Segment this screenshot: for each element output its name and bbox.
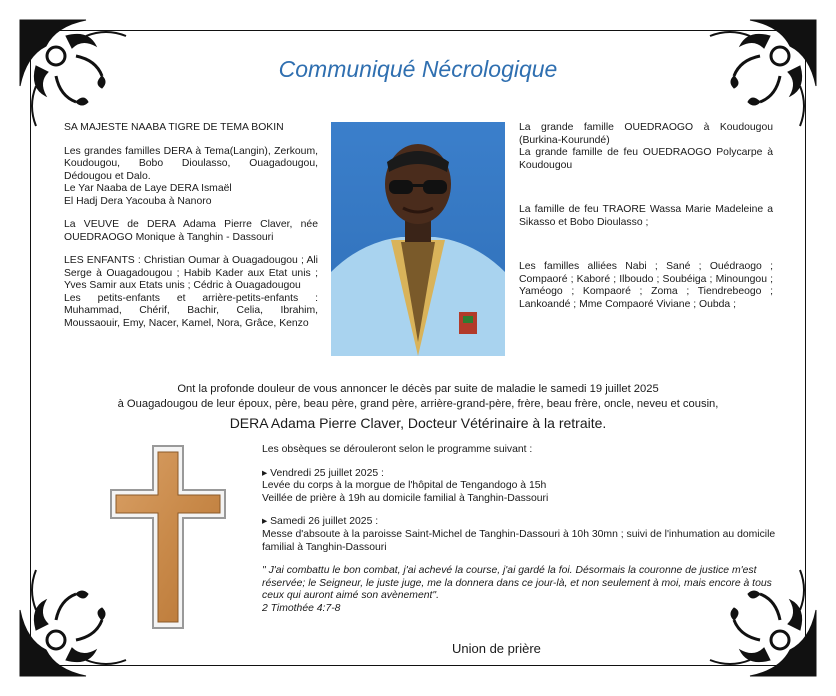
- program-day1-line1: Levée du corps à la morgue de l'hôpital de Tengandogo à 15h: [262, 480, 547, 492]
- right-p1b: La grande famille de feu OUEDRAOGO Polycarpe à Koudougou: [519, 147, 773, 171]
- triangle-right-icon: ▸: [262, 516, 268, 528]
- left-p2: Les grandes familles DERA à Tema(Langin), Zerkoum, Koudougou, Bobo Dioulasso, Ouagadougou, Dédougou et Dalo.: [64, 145, 318, 182]
- right-p2: La famille de feu TRAORE Wassa Marie Madeleine a Sikasso et Bobo Dioulasso ;: [519, 204, 773, 228]
- right-p1: La grande famille OUEDRAOGO à Koudougou (Burkina-Kourundé): [519, 122, 773, 146]
- triangle-right-icon: ▸: [262, 467, 268, 479]
- scripture-quote: " J'ai combattu le bon combat, j'ai achevé la course, j'ai gardé la foi. Désormais la couronne de justice m'est réservée; le Seigneur, le juste juge, me la donnera dans ce jour-là, et non seulement à moi, mais encore à tous ceux qui auront aimé son avènement".: [262, 565, 772, 602]
- announce-line-1: Ont la profonde douleur de vous annoncer le décès par suite de maladie le samedi 19 juillet 2025: [177, 383, 659, 395]
- page-title: Communiqué Nécrologique: [278, 56, 558, 82]
- left-p2b: Le Yar Naaba de Laye DERA Ismaël: [64, 183, 232, 194]
- closing-text: Union de prière: [452, 641, 541, 656]
- announce-line-2: à Ouagadougou de leur époux, père, beau père, grand père, arrière-grand-père, frère, beau frère, oncle, neveu et cousin,: [117, 398, 719, 410]
- right-p3: Les familles alliées Nabi ; Sané ; Ouédraogo ; Compaoré ; Kaboré ; Ilboudo ; Soubéiga ; Minoungou ; Yaméogo ; Kompaoré ; Zoma ; Tiendrebeogo ; Lankoandé ; Mme Compaoré Viviane ; Oubda ;: [519, 261, 773, 310]
- left-p1: SA MAJESTE NAABA TIGRE DE TEMA BOKIN: [64, 122, 284, 133]
- cross-icon: [108, 444, 228, 630]
- scripture-reference: 2 Timothée 4:7-8: [262, 602, 341, 614]
- left-p5: Les petits-enfants et arrière-petits-enfants : Muhammad, Chérif, Bachir, Celia, Ibrahim, Moussaouir, Emy, Nacer, Kamel, Nora, Grâce, Kenzo: [64, 292, 318, 329]
- funeral-program: [262, 444, 782, 616]
- program-day1-title: Vendredi 25 juillet 2025 :: [270, 467, 384, 479]
- program-day2-line1: Messe d'absoute à la paroisse Saint-Michel de Tanghin-Dassouri à 10h 30mn ; suivi de l'inhumation au domicile familial à Tanghin-Dassouri: [262, 528, 776, 553]
- right-column: [519, 122, 773, 322]
- program-day1-title-row: [262, 468, 782, 481]
- program-intro: Les obsèques se dérouleront selon le programme suivant :: [262, 444, 533, 455]
- program-day2-title-row: [262, 516, 782, 529]
- deceased-name: DERA Adama Pierre Claver, Docteur Vétérinaire à la retraite.: [229, 415, 607, 431]
- program-day1-line2: Veillée de prière à 19h au domicile familial à Tanghin-Dassouri: [262, 492, 549, 504]
- left-column: [64, 122, 318, 330]
- portrait-photo: [331, 122, 505, 356]
- program-day2-title: Samedi 26 juillet 2025 :: [270, 516, 379, 528]
- left-p3: La VEUVE de DERA Adama Pierre Claver, née OUEDRAOGO Monique à Tanghin - Dassouri: [64, 219, 318, 243]
- left-p2c: El Hadj Dera Yacouba à Nanoro: [64, 195, 212, 207]
- left-p4: LES ENFANTS : Christian Oumar à Ouagadougou ; Ali Serge à Ouagadougou ; Habib Kader aux Etat unis ; Yves Samir aux Etats unis ; Cédric à Ouagadougou: [64, 255, 318, 291]
